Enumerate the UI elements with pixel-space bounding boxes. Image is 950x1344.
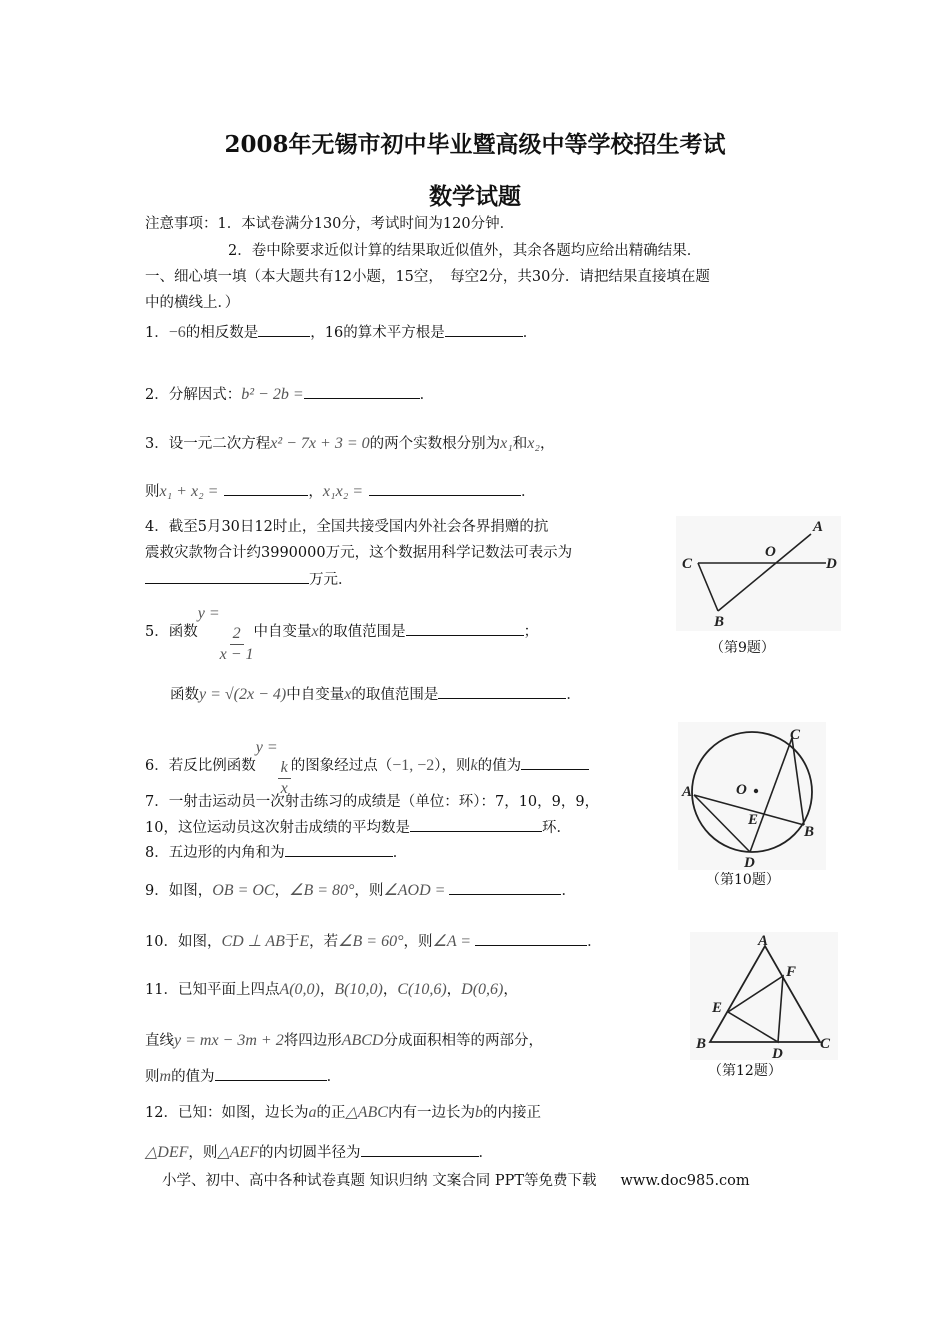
question-number: 3． [145, 436, 169, 452]
figure-10-caption: （第10题） [706, 872, 780, 888]
question-text: ． [392, 845, 408, 861]
question-text: ， [308, 484, 323, 500]
question-text: 则 [145, 1069, 160, 1085]
question-11 [145, 980, 518, 1000]
question-text: ， [382, 982, 398, 998]
question-text: ． [326, 1069, 342, 1085]
answer-blank[interactable] [449, 880, 561, 895]
question-text: 内有一边长为 [387, 1105, 475, 1121]
math-expr: x [344, 686, 352, 703]
math-expr: B(10,0) [334, 981, 383, 998]
question-text: 的图象经过点（ [290, 758, 393, 774]
question-text: 分成面积相等的两部分， [383, 1033, 543, 1049]
label-o: O [736, 782, 747, 798]
fraction [220, 624, 254, 665]
math-expr: E [299, 933, 310, 950]
answer-blank[interactable] [285, 842, 393, 857]
figure-12-caption: （第12题） [708, 1063, 782, 1079]
figure-9 [676, 516, 841, 631]
answer-blank[interactable] [445, 322, 523, 337]
question-text: 分解因式： [168, 387, 242, 403]
label-e: E [748, 812, 759, 828]
footer [162, 1171, 750, 1191]
question-2 [145, 384, 434, 405]
fraction-numerator: k [278, 758, 291, 779]
question-text: 的内接正 [482, 1105, 541, 1121]
question-number: 7． [145, 794, 169, 810]
math-expr: y = [255, 739, 278, 756]
footer-url[interactable]: www.doc985.com [620, 1173, 750, 1189]
question-number: 8． [145, 845, 169, 861]
question-8 [145, 842, 407, 863]
question-text: 的值为 [477, 758, 522, 774]
question-text: 若反比例函数 [168, 758, 256, 774]
math-expr: △AEF [217, 1144, 260, 1161]
label-b: B [696, 1036, 707, 1052]
label-d: D [772, 1046, 783, 1060]
question-text: ， [274, 883, 290, 899]
question-text: ， [446, 982, 462, 998]
fraction-numerator: 2 [230, 624, 244, 645]
math-expr: ∠B = 60° [338, 933, 404, 950]
math-expr: x [311, 623, 319, 640]
section-1-heading-2: 中的横线上．） [145, 295, 240, 311]
math-expr: b [474, 1104, 483, 1121]
exam-title: 2008年无锡市初中毕业暨高级中等学校招生考试 [224, 131, 726, 158]
question-9 [145, 880, 576, 901]
label-a: A [813, 519, 824, 535]
question-text: ； [523, 624, 539, 640]
question-text: 的值为 [171, 1069, 215, 1085]
answer-blank[interactable] [258, 322, 310, 337]
math-expr: △DEF [145, 1144, 189, 1161]
question-text: 的取值范围是 [318, 624, 406, 640]
question-text: 截至5月30日12时止，全国共接受国内外社会各界捐赠的抗 [168, 519, 549, 535]
question-4-line-1 [145, 517, 548, 537]
math-expr: a [308, 1104, 317, 1121]
math-expr: x₂ [527, 435, 540, 452]
answer-blank[interactable] [369, 481, 521, 496]
answer-blank[interactable] [475, 931, 587, 946]
question-7-line-1 [145, 792, 599, 812]
question-number: 12． [145, 1105, 178, 1121]
label-a: A [682, 784, 693, 800]
math-expr: b² − 2b = [241, 386, 304, 403]
question-text: 函数 [170, 687, 199, 703]
center-point [754, 789, 758, 793]
math-expr: −6 [168, 324, 186, 341]
question-7-line-2 [145, 817, 571, 838]
math-expr: C(10,6) [397, 981, 447, 998]
question-text: 五边形的内角和为 [168, 845, 285, 861]
question-text: ． [521, 484, 536, 500]
math-expr: k [470, 757, 478, 774]
footer-text: 小学、初中、高中各种试卷真题 知识归纳 文案合同 PPT等免费下载 [162, 1173, 597, 1189]
question-text: 于 [284, 934, 300, 950]
math-expr: y = [197, 605, 220, 622]
label-b: B [714, 614, 725, 630]
question-3 [145, 434, 554, 454]
question-5 [145, 604, 538, 665]
question-5-line-2 [170, 684, 581, 705]
math-expr: D(0,6) [461, 981, 504, 998]
question-number: 11． [145, 982, 178, 998]
math-expr: ABCD [341, 1032, 384, 1049]
figure-10 [678, 722, 826, 870]
math-expr: ∠B = 80° [289, 882, 355, 899]
question-number: 6． [145, 758, 169, 774]
math-expr: CD ⊥ AB [221, 933, 285, 950]
question-text: ． [566, 687, 581, 703]
math-expr: y = mx − 3m + 2 [174, 1032, 284, 1049]
label-e: E [712, 1000, 723, 1016]
exam-subtitle: 数学试题 [429, 183, 521, 210]
question-3-line-2 [145, 481, 536, 502]
answer-blank[interactable] [304, 384, 420, 399]
question-text: 环． [541, 820, 571, 836]
question-text: 10，这位运动员这次射击成绩的平均数是 [145, 820, 410, 836]
math-expr: A(0,0) [279, 981, 320, 998]
question-text: ，16的算术平方根是 [310, 325, 445, 341]
answer-blank[interactable] [438, 684, 566, 699]
question-text: 中自变量 [286, 687, 345, 703]
label-d: D [826, 556, 837, 572]
question-text: 直线 [145, 1033, 174, 1049]
answer-blank[interactable] [361, 1142, 479, 1157]
answer-blank[interactable] [406, 621, 524, 636]
question-text: 万元． [309, 572, 353, 588]
question-12 [145, 1103, 541, 1123]
question-text: 的相反数是 [185, 325, 259, 341]
question-4-line-3 [145, 569, 353, 590]
math-expr: ∠A = [432, 933, 472, 950]
question-text: 如图， [168, 883, 213, 899]
question-text: ， [503, 982, 518, 998]
question-text: 则 [145, 484, 160, 500]
question-text: 已知：如图，边长为 [177, 1105, 309, 1121]
question-number: 4． [145, 519, 169, 535]
math-expr: x₁ + x₂ = [159, 483, 219, 500]
figure-9-caption: （第9题） [710, 640, 775, 656]
question-number: 2． [145, 387, 169, 403]
answer-blank[interactable] [215, 1066, 327, 1081]
math-expr: m [159, 1068, 172, 1085]
label-o: O [765, 544, 776, 560]
question-4-line-2: 震救灾款物合计约3990000万元，这个数据用科学记数法可表示为 [145, 545, 573, 561]
label-f: F [786, 964, 797, 980]
label-d: D [744, 855, 755, 870]
answer-blank[interactable] [521, 755, 589, 770]
question-number: 9． [145, 883, 169, 899]
question-text: ，则 [403, 934, 433, 950]
question-12-line-2 [145, 1142, 493, 1163]
question-text: ． [522, 325, 538, 341]
section-1-heading-1: 一、细心填一填（本大题共有12小题，15空， 每空2分，共30分．请把结果直接填在题 [145, 269, 710, 285]
question-text: 的取值范围是 [351, 687, 439, 703]
math-expr: ∠AOD = [383, 882, 446, 899]
question-text: 一射击运动员一次射击练习的成绩是（单位：环）：7，10，9，9， [168, 794, 600, 810]
question-text: 如图， [177, 934, 222, 950]
question-number: 10． [145, 934, 178, 950]
label-c: C [790, 727, 801, 743]
question-text: ，若 [309, 934, 339, 950]
label-b: B [804, 824, 815, 840]
question-text: ． [419, 387, 435, 403]
fraction-denominator: x [280, 780, 288, 797]
question-number: 1． [145, 325, 169, 341]
label-c: C [820, 1036, 831, 1052]
question-11-line-2 [145, 1031, 543, 1051]
math-expr: x₁ [500, 435, 513, 452]
math-expr: y = √(2x − 4) [199, 686, 287, 703]
math-expr: −1, −2 [392, 757, 435, 774]
note-2: 2．卷中除要求近似计算的结果取近似值外，其余各题均应给出精确结果． [228, 243, 702, 259]
math-expr: x² − 7x + 3 = 0 [270, 435, 370, 452]
label-a: A [758, 933, 769, 949]
question-text: 函数 [168, 624, 198, 640]
question-text: ， [319, 982, 335, 998]
math-expr: x₁x₂ = [322, 483, 364, 500]
question-text: 设一元二次方程 [168, 436, 271, 452]
question-6 [145, 738, 589, 799]
question-number: 5． [145, 624, 169, 640]
question-text: ，则 [188, 1145, 218, 1161]
question-1 [145, 322, 537, 343]
question-text: ， [539, 436, 555, 452]
note-1: 1．本试卷满分130分，考试时间为120分钟． [217, 216, 515, 232]
math-expr: △ABC [345, 1104, 388, 1121]
question-text: ． [478, 1145, 494, 1161]
question-text: 的正 [316, 1105, 346, 1121]
question-text: ． [587, 934, 602, 950]
question-text: 中自变量 [253, 624, 312, 640]
question-text: 的内切圆半径为 [259, 1145, 361, 1161]
question-text: ，则 [354, 883, 384, 899]
question-11-line-3 [145, 1066, 341, 1087]
math-expr: OB = OC [212, 882, 275, 899]
question-text: 将四边形 [283, 1033, 342, 1049]
notes-line-1 [145, 214, 514, 234]
question-10 [145, 931, 602, 952]
figure-12 [690, 932, 838, 1060]
question-text: 和 [512, 436, 528, 452]
question-text: 的两个实数根分别为 [369, 436, 501, 452]
question-text: 已知平面上四点 [177, 982, 280, 998]
answer-blank[interactable] [145, 569, 309, 584]
question-text: ），则 [434, 758, 471, 774]
answer-blank[interactable] [410, 817, 542, 832]
fraction-denominator: x − 1 [219, 646, 254, 663]
answer-blank[interactable] [224, 481, 308, 496]
figure-background [690, 932, 838, 1060]
question-text: ． [561, 883, 576, 899]
label-c: C [682, 556, 693, 572]
notes-label: 注意事项： [145, 216, 218, 232]
